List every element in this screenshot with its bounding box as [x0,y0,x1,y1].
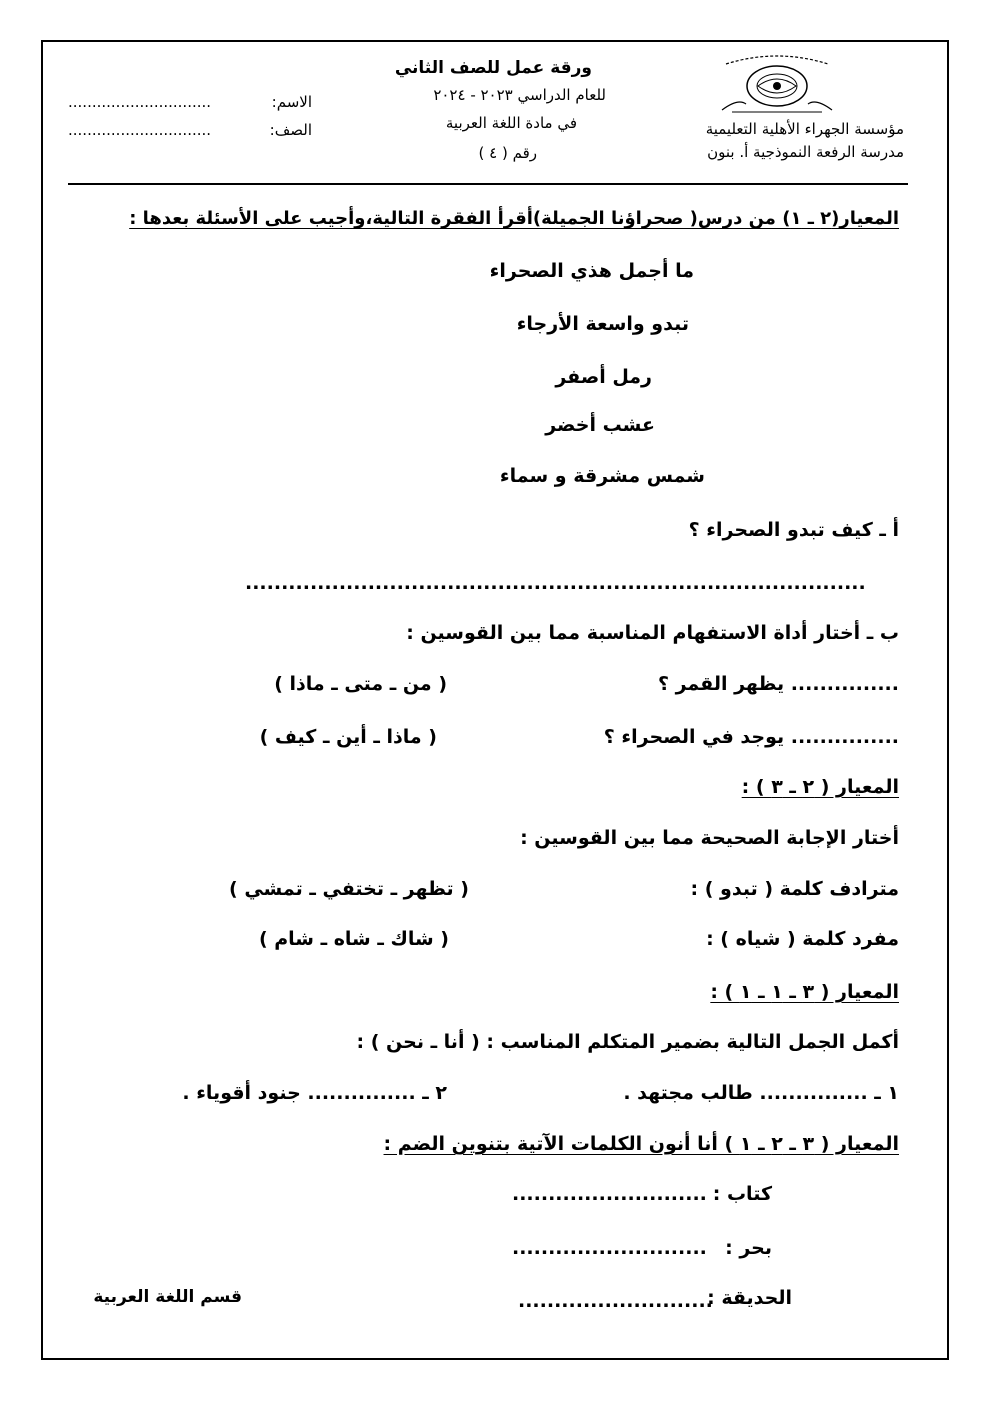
section2-q2-choices: ( شاك ـ شاه ـ شام ) [258,928,449,950]
word2-label: بحر : [725,1237,772,1259]
school-year: للعام الدراسي ٢٠٢٣ - ٢٠٢٤ [433,86,606,104]
question-b2-choices: ( ماذا ـ أين ـ كيف ) [259,726,437,748]
section3-sentence-2: ٢ ـ ............... جنود أقوياء . [182,1082,447,1104]
question-b1: ............... يظهر القمر ؟ [657,673,899,695]
section3-title: المعيار ( ٣ ـ ١ ـ ١ ) : [710,981,899,1003]
word1-blank[interactable]: ........................... [512,1183,707,1205]
department-signature: قسم اللغة العربية [93,1287,242,1307]
class-label: الصف: [269,121,312,139]
section2-q1-choices: ( تظهر ـ تختفي ـ تمشي ) [229,878,469,900]
word2-blank[interactable]: ........................... [512,1237,707,1259]
poem-line-2: تبدو واسعة الأرجاء [516,313,689,335]
section2-title: المعيار ( ٢ ـ ٣ ) : [741,776,899,798]
question-b1-choices: ( من ـ متى ـ ماذا ) [274,673,447,695]
answer-a-blank[interactable]: ...................................................................................... [245,572,866,594]
section3-instruction: أكمل الجمل التالية بضمير المتكلم المناسب : ( أنا ـ نحن ) : [356,1031,899,1053]
name-label: الاسم: [271,93,312,111]
section2-instruction: أختار الإجابة الصحيحة مما بين القوسين : [520,827,899,849]
section1-instruction: المعيار(٢ ـ ١) من درس( صحراؤنا الجميلة)أقرأ الفقرة التالية،وأجيب على الأسئلة بعدها : [129,208,899,229]
question-a: أ ـ كيف تبدو الصحراء ؟ [688,519,899,541]
poem-line-4: عشب أخضر [545,414,655,436]
word3-label: الحديقة : [707,1287,792,1309]
poem-line-3: رمل أصفر [555,366,652,388]
question-b2: ............... يوجد في الصحراء ؟ [603,726,899,748]
question-b: ب ـ أختار أداة الاستفهام المناسبة مما بين القوسين : [406,622,899,644]
section3-sentence-1: ١ ـ ............... طالب مجتهد . [623,1082,899,1104]
poem-line-5: شمس مشرقة و سماء [499,465,705,487]
subject-name: في مادة اللغة العربية [445,114,577,132]
class-field[interactable]: .............................. [68,121,212,139]
word3-blank[interactable]: ........................... [518,1290,713,1312]
sheet-number: رقم ( ٤ ) [478,144,537,162]
school-name: مدرسة الرفعة النموذجية أ. بنون [707,143,904,161]
section2-q1: مترادف كلمة ( تبدو ) : [690,878,899,900]
poem-line-1: ما أجمل هذي الصحراء [489,260,694,282]
school-logo-seal [718,54,836,116]
header-divider [68,183,908,185]
page-border [41,40,949,1360]
name-field[interactable]: .............................. [68,93,212,111]
org-name: مؤسسة الجهراء الأهلية التعليمية [705,120,904,138]
sheet-title: ورقة عمل للصف الثاني [394,58,592,78]
word1-label: كتاب : [712,1183,772,1205]
section2-q2: مفرد كلمة ( شياه ) : [706,928,899,950]
section4-title: المعيار ( ٣ ـ ٢ ـ ١ ) أنا أنون الكلمات الآتية بتنوين الضم : [383,1133,899,1155]
